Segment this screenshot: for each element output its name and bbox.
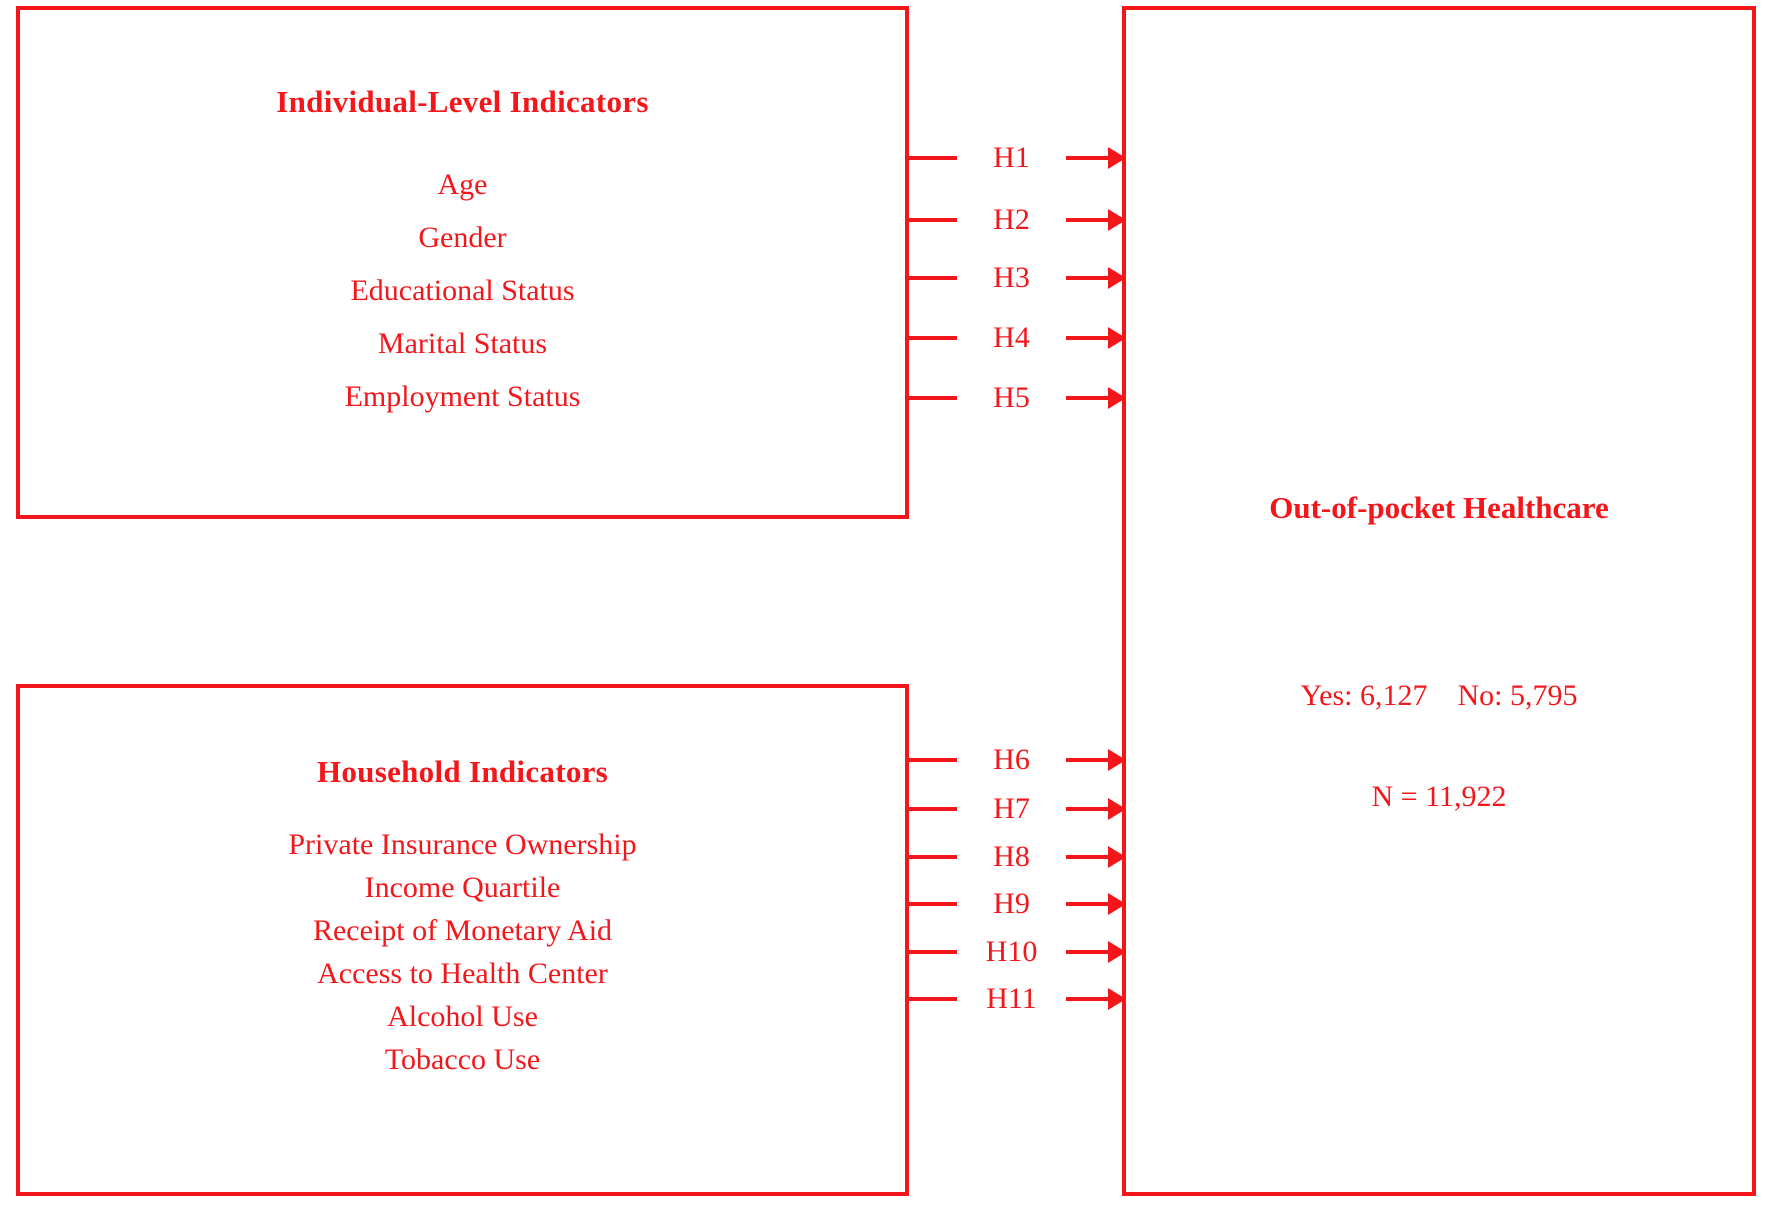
hypothesis-arrow [909, 258, 1122, 298]
arrow-line-icon [909, 902, 957, 906]
list-item: Employment Status [344, 380, 581, 413]
list-item: Alcohol Use [387, 1000, 538, 1033]
outcome-counts [1126, 612, 1752, 881]
panel-outcome-out-of-pocket-healthcare [1122, 6, 1756, 1196]
arrow-right-icon [1066, 855, 1122, 859]
arrow-right-icon [1066, 396, 1122, 400]
panel-individual-items [20, 170, 905, 412]
arrow-right-icon [1066, 156, 1122, 160]
hypothesis-label: H11 [986, 982, 1037, 1015]
arrow-line-icon [909, 156, 957, 160]
hypothesis-label: H2 [993, 203, 1030, 236]
hypothesis-label: H6 [993, 743, 1030, 776]
arrow-right-icon [1066, 758, 1122, 762]
panel-individual-title: Individual-Level Indicators [276, 84, 649, 119]
arrow-line-icon [909, 855, 957, 859]
hypothesis-arrow [909, 837, 1122, 877]
hypothesis-label: H5 [993, 381, 1030, 414]
hypothesis-arrow [909, 318, 1122, 358]
arrow-right-icon [1066, 336, 1122, 340]
outcome-title: Out-of-pocket Healthcare [1269, 490, 1609, 525]
hypothesis-label: H4 [993, 321, 1030, 354]
list-item: Age [437, 168, 488, 201]
arrow-right-icon [1066, 902, 1122, 906]
list-item: Marital Status [377, 327, 548, 360]
arrow-right-icon [1066, 276, 1122, 280]
hypothesis-arrow [909, 200, 1122, 240]
arrow-line-icon [909, 807, 957, 811]
arrow-line-icon [909, 396, 957, 400]
arrow-right-icon [1066, 950, 1122, 954]
list-item: Access to Health Center [317, 957, 608, 990]
hypothesis-label: H1 [993, 141, 1030, 174]
arrow-line-icon [909, 950, 957, 954]
list-item: Educational Status [350, 274, 575, 307]
hypothesis-label: H9 [993, 887, 1030, 920]
list-item: Private Insurance Ownership [288, 828, 637, 861]
hypothesis-arrow [909, 378, 1122, 418]
panel-household-title: Household Indicators [316, 754, 609, 789]
hypothesis-arrow [909, 884, 1122, 924]
list-item: Gender [418, 221, 507, 254]
arrow-right-icon [1066, 997, 1122, 1001]
hypothesis-arrow [909, 138, 1122, 178]
hypothesis-label: H10 [985, 935, 1038, 968]
outcome-content [1126, 490, 1752, 881]
arrow-right-icon [1066, 218, 1122, 222]
list-item: Receipt of Monetary Aid [312, 914, 613, 947]
arrow-line-icon [909, 758, 957, 762]
hypothesis-label: H7 [993, 792, 1030, 825]
list-item: Tobacco Use [384, 1043, 541, 1076]
outcome-counts-line1: Yes: 6,127 No: 5,795 [1300, 679, 1578, 713]
arrow-line-icon [909, 336, 957, 340]
panel-household-indicators [16, 684, 909, 1196]
list-item: Income Quartile [364, 871, 561, 904]
outcome-counts-line2: N = 11,922 [1371, 779, 1507, 813]
arrow-line-icon [909, 218, 957, 222]
hypothesis-arrow [909, 789, 1122, 829]
panel-individual-level-indicators [16, 6, 909, 519]
arrow-right-icon [1066, 807, 1122, 811]
hypothesis-arrow [909, 979, 1122, 1019]
panel-household-items [20, 830, 905, 1075]
arrow-line-icon [909, 997, 957, 1001]
hypothesis-arrow [909, 740, 1122, 780]
hypothesis-arrow [909, 932, 1122, 972]
arrow-line-icon [909, 276, 957, 280]
hypothesis-label: H8 [993, 840, 1030, 873]
hypothesis-label: H3 [993, 261, 1030, 294]
